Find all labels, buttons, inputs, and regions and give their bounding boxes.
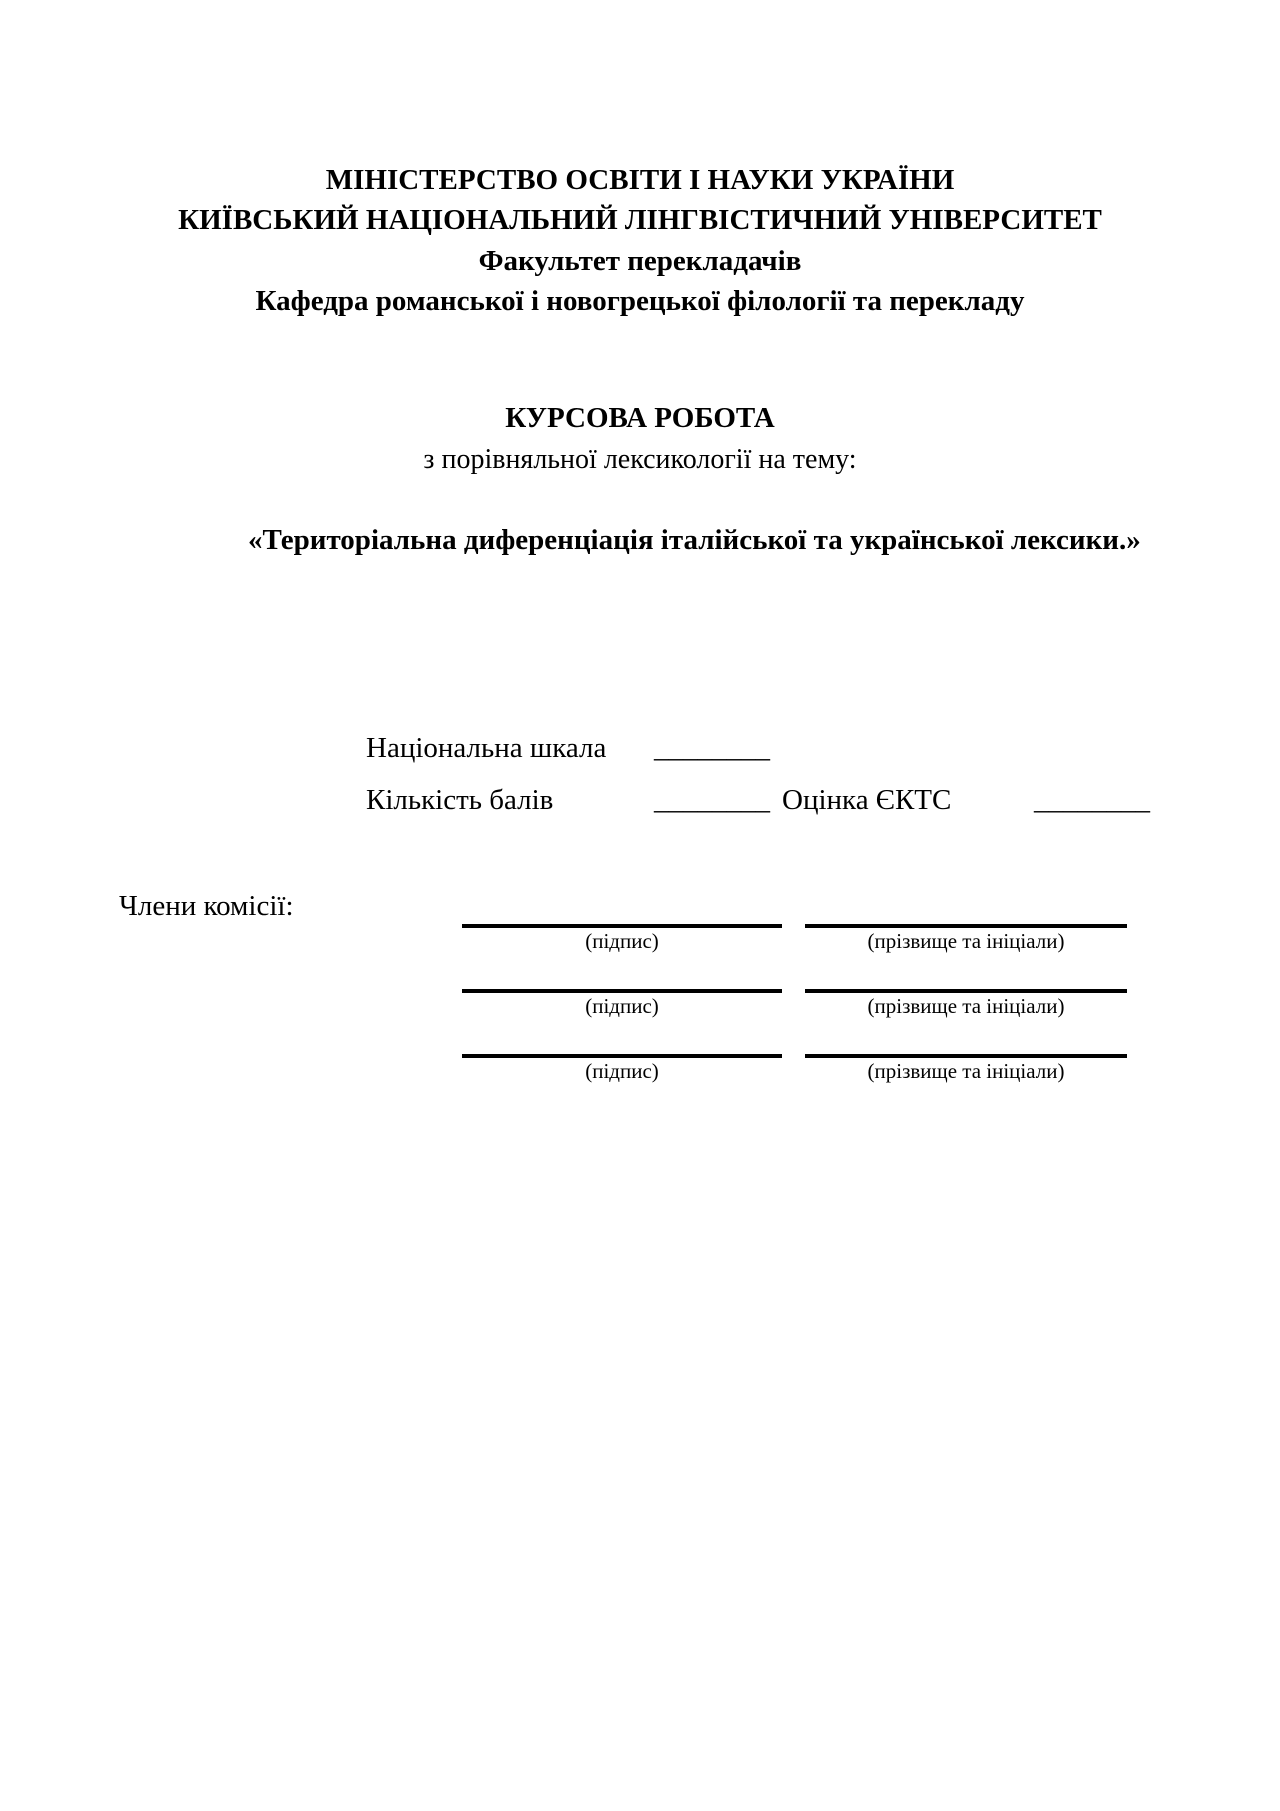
name-caption: (прізвище та ініціали) [867,1059,1065,1083]
name-line [805,989,1127,993]
national-scale-blank: ________ [654,732,770,764]
ects-label: Оцінка ЄКТС [782,784,952,816]
ministry-heading: МІНІСТЕРСТВО ОСВІТИ І НАУКИ УКРАЇНИ [325,164,955,196]
national-scale-label: Національна шкала [366,732,607,764]
signature-line [462,989,782,993]
name-caption: (прізвище та ініціали) [867,994,1065,1018]
name-line [805,924,1127,928]
points-blank: ________ [654,784,770,816]
faculty-heading: Факультет перекладачів [478,245,802,277]
work-subtitle: з порівняльної лексикології на тему: [423,444,857,475]
university-heading: КИЇВСЬКИЙ НАЦІОНАЛЬНИЙ ЛІНГВІСТИЧНИЙ УНІВЕРСИТЕТ [178,204,1102,236]
signature-caption: (підпис) [585,994,659,1018]
signature-caption: (підпис) [585,929,659,953]
points-label: Кількість балів [366,784,554,816]
name-caption: (прізвище та ініціали) [867,929,1065,953]
ects-blank: ________ [1034,784,1150,816]
work-title: КУРСОВА РОБОТА [505,402,775,434]
signature-line [462,1054,782,1058]
work-topic: «Територіальна диференціація італійської та української лексики.» [248,524,1141,556]
signature-caption: (підпис) [585,1059,659,1083]
department-heading: Кафедра романської і новогрецької філології та перекладу [255,285,1025,317]
name-line [805,1054,1127,1058]
commission-label: Члени комісії: [119,890,294,922]
signature-line [462,924,782,928]
